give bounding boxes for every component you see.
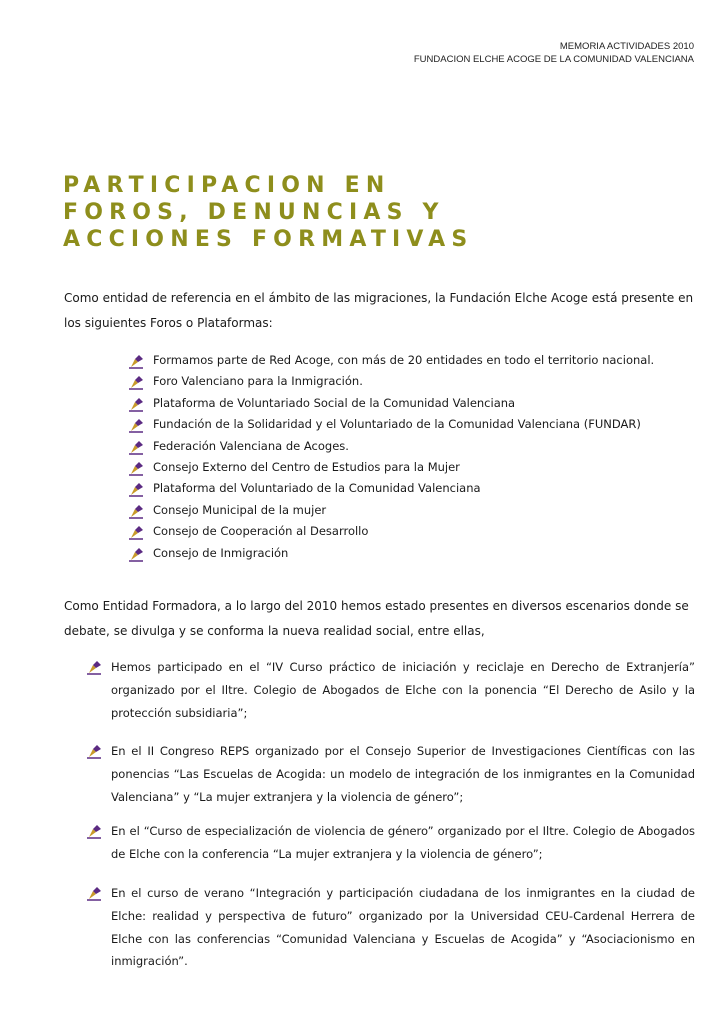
list-item: Formamos parte de Red Acoge, con más de 20 entidades en todo el territorio nacional. — [129, 350, 654, 371]
list-item: En el curso de verano “Integración y participación ciudadana de los inmigrantes en la ciudad de Elche: realidad y perspectiva de futuro” organizado por la Universidad CEU-Cardenal Herrera de Elche con las conferencias “Comunidad Valenciana y Escuelas de Acogida” y “Asociacionismo en inmigración”. — [87, 882, 695, 973]
pen-nib-bullet-icon — [129, 441, 143, 455]
list-item: En el “Curso de especialización de violencia de género” organizado por el Iltre. Colegio de Abogados de Elche con la conferencia “La mujer extranjera y la violencia de género”; — [87, 820, 695, 866]
foros-list — [129, 350, 654, 564]
formadora-paragraph: Como Entidad Formadora, a lo largo del 2010 hemos estado presentes en diversos escenarios donde se debate, se divulga y se conforma la nueva realidad social, entre ellas, — [64, 599, 689, 638]
pen-nib-bullet-icon — [129, 548, 143, 562]
list-item: Plataforma de Voluntariado Social de la Comunidad Valenciana — [129, 393, 654, 414]
page-header — [414, 41, 694, 66]
title-line-1: PARTICIPACION EN — [63, 173, 391, 198]
pen-nib-bullet-icon — [129, 419, 143, 433]
header-line-2: FUNDACION ELCHE ACOGE DE LA COMUNIDAD VALENCIANA — [413, 53, 694, 65]
title-line-2: FOROS, DENUNCIAS Y — [63, 200, 445, 225]
pen-nib-bullet-icon — [129, 376, 143, 390]
list-item: Hemos participado en el “IV Curso práctico de iniciación y reciclaje en Derecho de Extranjería” organizado por el Iltre. Colegio de Abogados de Elche con la ponencia “El Derecho de Asilo y la protección subsidiaria”; — [87, 656, 695, 724]
list-item: Consejo de Cooperación al Desarrollo — [129, 521, 654, 542]
pen-nib-bullet-icon — [87, 825, 101, 839]
intro-paragraph: Como entidad de referencia en el ámbito de las migraciones, la Fundación Elche Acoge está presente en los siguientes Foros o Plataformas: — [64, 291, 694, 330]
list-item: Plataforma del Voluntariado de la Comunidad Valenciana — [129, 478, 654, 499]
list-item: Consejo Externo del Centro de Estudios para la Mujer — [129, 457, 654, 478]
pen-nib-bullet-icon — [129, 398, 143, 412]
section-title — [63, 172, 473, 253]
list-item: Consejo de Inmigración — [129, 543, 654, 564]
list-item: En el II Congreso REPS organizado por el Consejo Superior de Investigaciones Científicas con las ponencias “Las Escuelas de Acogida: un modelo de integración de los inmigrantes en la Comunidad Valenciana” y “La mujer extranjera y la violencia de género”; — [87, 740, 695, 808]
title-line-3: ACCIONES FORMATIVAS — [63, 227, 474, 252]
pen-nib-bullet-icon — [87, 661, 101, 675]
pen-nib-bullet-icon — [87, 745, 101, 759]
list-item: Foro Valenciano para la Inmigración. — [129, 371, 654, 392]
header-line-1: MEMORIA ACTIVIDADES 2010 — [559, 41, 694, 52]
list-item: Consejo Municipal de la mujer — [129, 500, 654, 521]
list-item: Fundación de la Solidaridad y el Voluntariado de la Comunidad Valenciana (FUNDAR) — [129, 414, 654, 435]
list-item: Federación Valenciana de Acoges. — [129, 436, 654, 457]
pen-nib-bullet-icon — [129, 462, 143, 476]
pen-nib-bullet-icon — [129, 505, 143, 519]
pen-nib-bullet-icon — [129, 355, 143, 369]
pen-nib-bullet-icon — [129, 483, 143, 497]
pen-nib-bullet-icon — [87, 887, 101, 901]
pen-nib-bullet-icon — [129, 526, 143, 540]
